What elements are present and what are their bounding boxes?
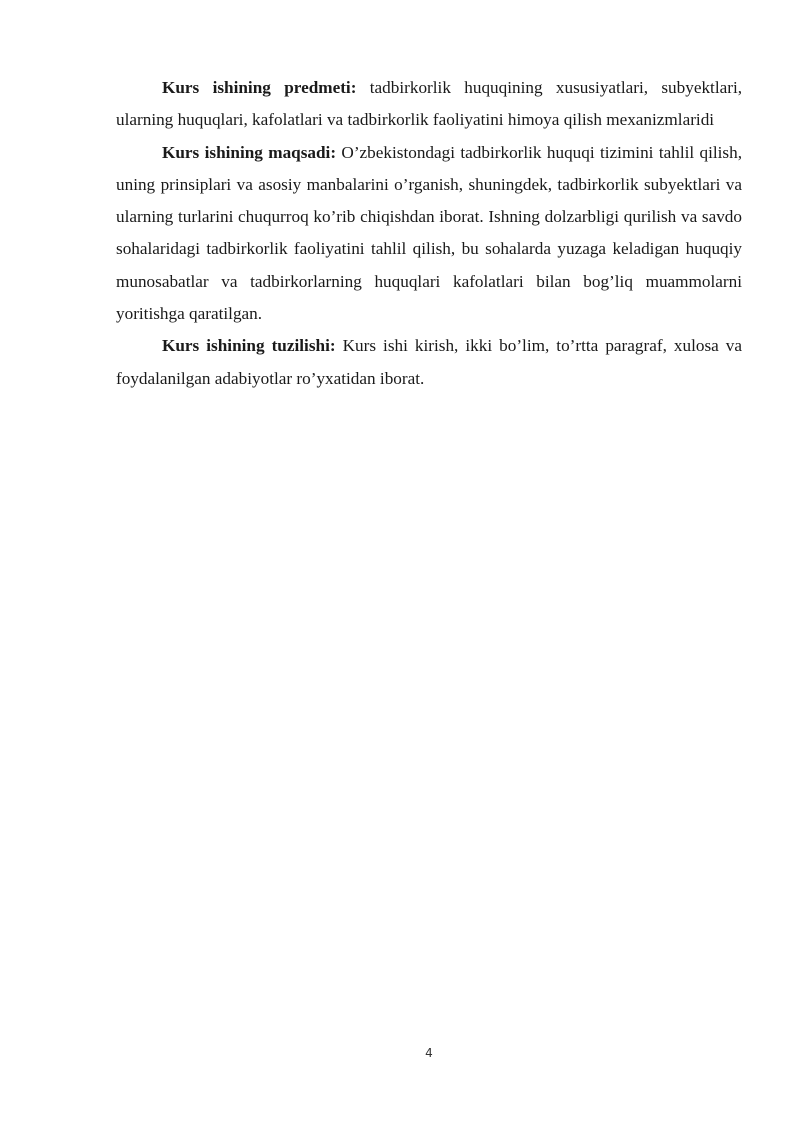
page-number: 4 [425,1046,433,1060]
paragraph-tuzilishi [116,330,742,395]
paragraph-maqsadi [116,137,742,331]
document-page [116,72,742,395]
paragraph-predmeti [116,72,742,137]
paragraph-text: Kurs ishi kirish, ikki bo’lim, to’rtta paragraf, xulosa va foydalanilgan adabiyotlar ro’yxatidan iborat. [116,336,743,388]
paragraph-text: tadbirkorlik huquqining xususiyatlari, subyektlari, ularning huquqlari, kafolatlari va tadbirkorlik faoliyatini himoya qilish mexanizmlaridi [116,78,743,130]
paragraph-heading: Kurs ishining predmeti: [162,78,357,97]
paragraph-text: O’zbekistondagi tadbirkorlik huquqi tizimini tahlil qilish, uning prinsiplari va asosiy manbalarini o’rganish, shuningdek, tadbirkorlik subyektlari va ularning turlarini chuqurroq ko’rib chiqishdan iborat. Ishning dolzarbligi qurilish va savdo sohalaridagi tadbirkorlik faoliyatini tahlil qilish, bu sohalarda yuzaga keladigan huquqiy munosabatlar va tadbirkorlarning huquqlari kafolatlari bilan bog’liq muammolarni yoritishga qaratilgan. [116,142,742,324]
paragraph-heading: Kurs ishining tuzilishi: [162,336,336,356]
paragraph-heading: Kurs ishining maqsadi: [162,142,337,162]
